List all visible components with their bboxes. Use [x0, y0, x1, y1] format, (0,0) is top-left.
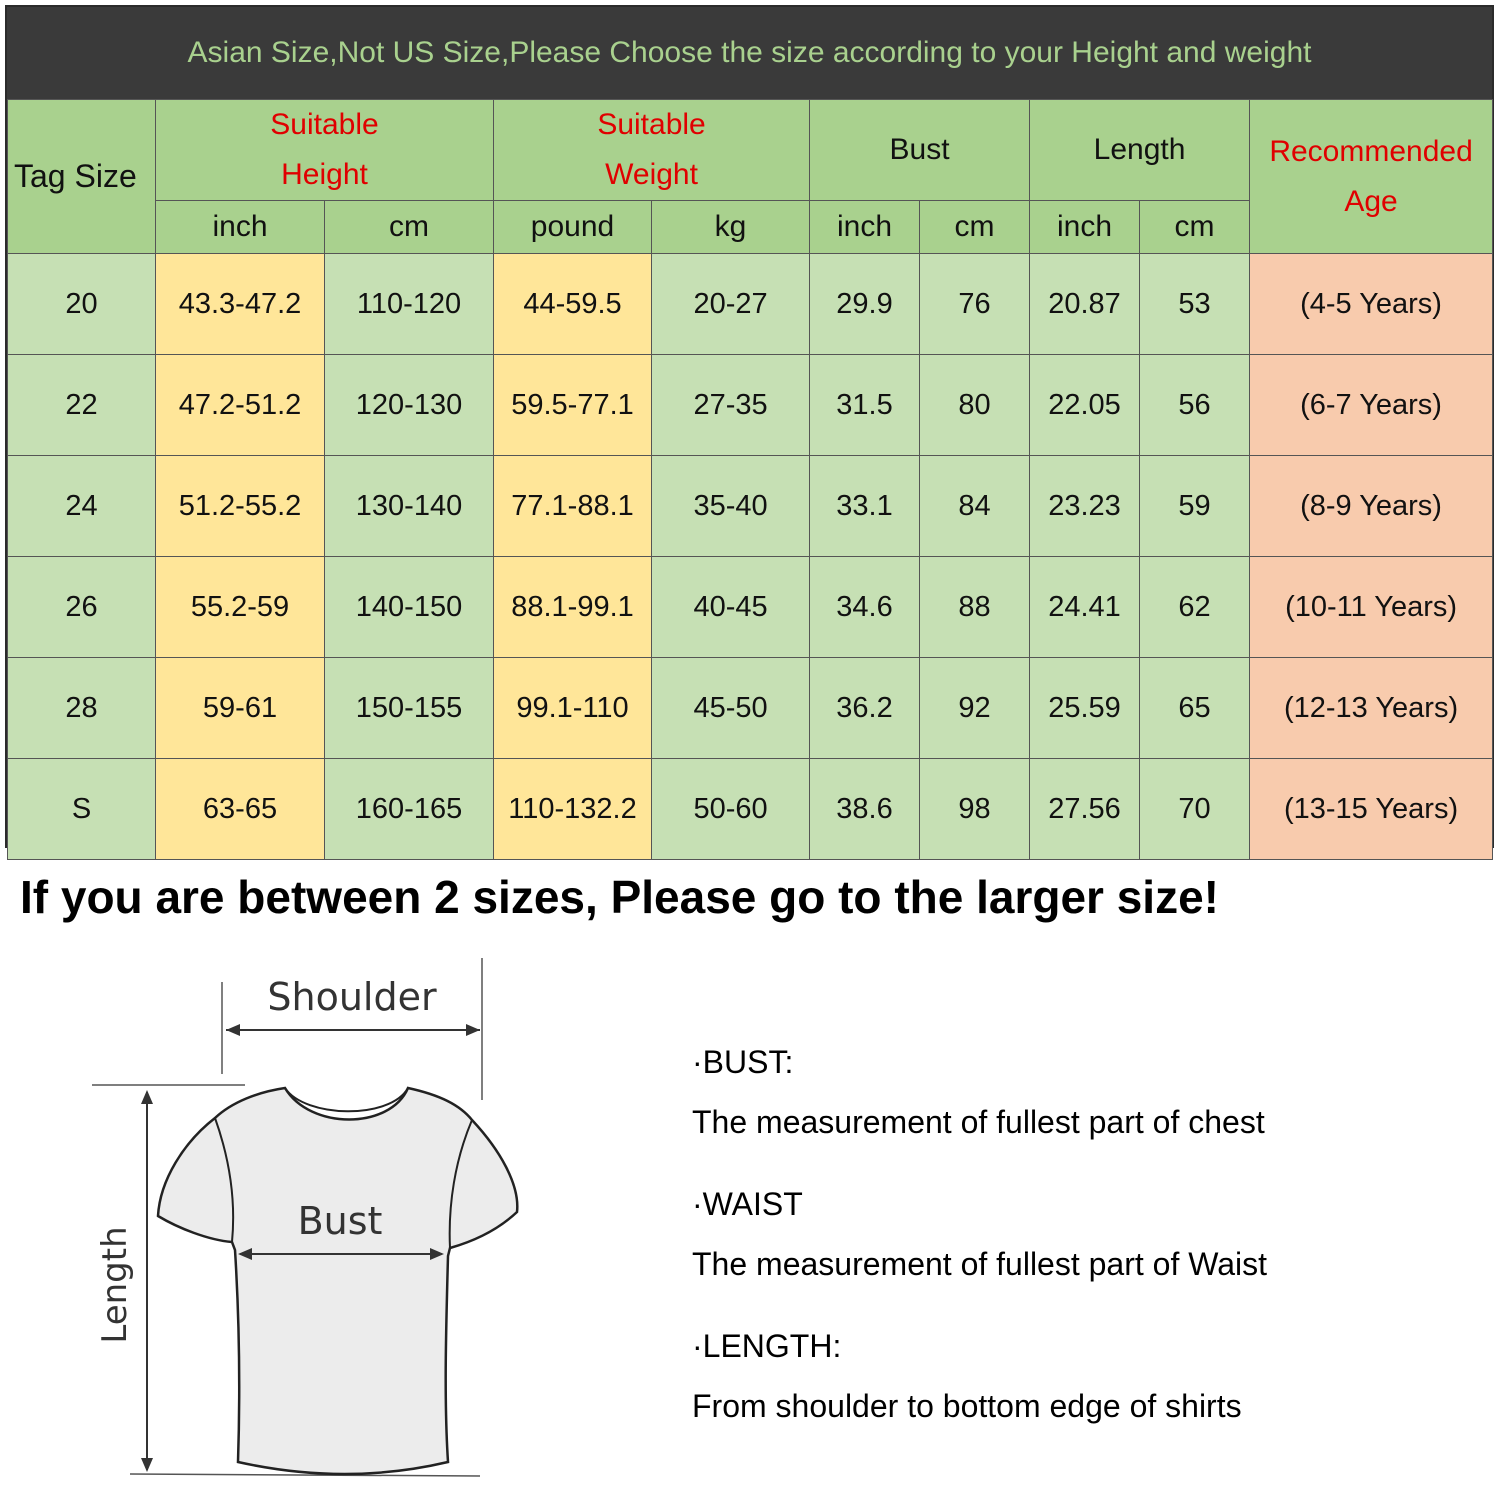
length-arrow-top-head — [141, 1090, 153, 1104]
definition-desc-waist: The measurement of fullest part of Waist — [692, 1246, 1268, 1282]
measurement-definitions — [692, 1040, 1482, 1466]
cell-weight-pound: 44-59.5 — [494, 254, 652, 355]
cell-weight-kg: 40-45 — [652, 557, 810, 658]
cell-height-cm: 130-140 — [325, 456, 494, 557]
cell-bust-cm: 92 — [920, 658, 1030, 759]
definition-term-bust: ·BUST: — [692, 1044, 794, 1080]
sizing-note: If you are between 2 sizes, Please go to the larger size! — [20, 871, 1219, 923]
cell-bust-cm: 76 — [920, 254, 1030, 355]
size-table — [7, 99, 1493, 860]
tshirt-diagram — [60, 950, 580, 1490]
cell-height-cm: 160-165 — [325, 759, 494, 860]
cell-length-cm: 65 — [1140, 658, 1250, 759]
definition-desc-bust: The measurement of fullest part of chest — [692, 1104, 1265, 1140]
cell-length-inch: 25.59 — [1030, 658, 1140, 759]
size-chart-banner: Asian Size,Not US Size,Please Choose the size according to your Height and weight — [7, 7, 1492, 99]
header-weight — [494, 100, 810, 201]
size-chart — [5, 5, 1494, 848]
unit-bust-inch: inch — [810, 201, 920, 254]
cell-weight-kg: 20-27 — [652, 254, 810, 355]
cell-age: (8-9 Years) — [1250, 456, 1493, 557]
cell-weight-pound: 59.5-77.1 — [494, 355, 652, 456]
unit-length-inch: inch — [1030, 201, 1140, 254]
cell-length-cm: 62 — [1140, 557, 1250, 658]
definition-desc-length: From shoulder to bottom edge of shirts — [692, 1388, 1242, 1424]
cell-weight-pound: 88.1-99.1 — [494, 557, 652, 658]
length-arrow-bottom-head — [141, 1458, 153, 1472]
cell-weight-kg: 35-40 — [652, 456, 810, 557]
cell-tag-size: S — [8, 759, 156, 860]
header-age — [1250, 100, 1493, 254]
cell-height-cm: 140-150 — [325, 557, 494, 658]
cell-tag-size: 24 — [8, 456, 156, 557]
table-row — [8, 759, 1493, 860]
definition-term-waist: ·WAIST — [692, 1186, 803, 1222]
table-row — [8, 254, 1493, 355]
table-row — [8, 456, 1493, 557]
table-row — [8, 658, 1493, 759]
table-row — [8, 355, 1493, 456]
cell-bust-inch: 29.9 — [810, 254, 920, 355]
cell-height-inch: 43.3-47.2 — [156, 254, 325, 355]
unit-bust-cm: cm — [920, 201, 1030, 254]
cell-tag-size: 28 — [8, 658, 156, 759]
cell-height-inch: 51.2-55.2 — [156, 456, 325, 557]
cell-length-cm: 53 — [1140, 254, 1250, 355]
cell-age: (6-7 Years) — [1250, 355, 1493, 456]
table-row — [8, 557, 1493, 658]
cell-bust-inch: 33.1 — [810, 456, 920, 557]
cell-height-inch: 59-61 — [156, 658, 325, 759]
cell-age: (12-13 Years) — [1250, 658, 1493, 759]
cell-tag-size: 22 — [8, 355, 156, 456]
cell-weight-pound: 99.1-110 — [494, 658, 652, 759]
cell-length-inch: 23.23 — [1030, 456, 1140, 557]
bust-label: Bust — [297, 1199, 383, 1243]
unit-length-cm: cm — [1140, 201, 1250, 254]
cell-bust-cm: 80 — [920, 355, 1030, 456]
cell-age: (4-5 Years) — [1250, 254, 1493, 355]
cell-bust-cm: 84 — [920, 456, 1030, 557]
shoulder-label: Shoulder — [267, 975, 437, 1019]
length-bottom-guide — [130, 1474, 480, 1476]
cell-length-inch: 22.05 — [1030, 355, 1140, 456]
cell-weight-pound: 77.1-88.1 — [494, 456, 652, 557]
cell-weight-kg: 45-50 — [652, 658, 810, 759]
cell-length-cm: 70 — [1140, 759, 1250, 860]
header-height — [156, 100, 494, 201]
header-age-label: Recommended Age — [1269, 134, 1473, 218]
unit-height-inch: inch — [156, 201, 325, 254]
cell-weight-kg: 50-60 — [652, 759, 810, 860]
unit-weight-kg: kg — [652, 201, 810, 254]
length-label: Length — [95, 1226, 135, 1344]
cell-length-inch: 27.56 — [1030, 759, 1140, 860]
cell-age: (10-11 Years) — [1250, 557, 1493, 658]
cell-bust-inch: 38.6 — [810, 759, 920, 860]
cell-bust-cm: 98 — [920, 759, 1030, 860]
cell-tag-size: 26 — [8, 557, 156, 658]
cell-bust-cm: 88 — [920, 557, 1030, 658]
header-length: Length — [1030, 100, 1250, 201]
header-height-label: Suitable Height — [270, 108, 379, 191]
cell-height-inch: 55.2-59 — [156, 557, 325, 658]
shoulder-arrow-right-head — [466, 1024, 480, 1036]
cell-weight-pound: 110-132.2 — [494, 759, 652, 860]
header-bust: Bust — [810, 100, 1030, 201]
cell-age: (13-15 Years) — [1250, 759, 1493, 860]
cell-height-cm: 150-155 — [325, 658, 494, 759]
cell-length-cm: 59 — [1140, 456, 1250, 557]
cell-height-inch: 47.2-51.2 — [156, 355, 325, 456]
cell-tag-size: 20 — [8, 254, 156, 355]
cell-height-inch: 63-65 — [156, 759, 325, 860]
cell-height-cm: 120-130 — [325, 355, 494, 456]
cell-length-cm: 56 — [1140, 355, 1250, 456]
cell-bust-inch: 31.5 — [810, 355, 920, 456]
header-weight-label: Suitable Weight — [597, 108, 706, 191]
cell-length-inch: 20.87 — [1030, 254, 1140, 355]
cell-height-cm: 110-120 — [325, 254, 494, 355]
shoulder-arrow-left-head — [226, 1024, 240, 1036]
cell-bust-inch: 34.6 — [810, 557, 920, 658]
header-tag-size: Tag Size — [8, 100, 156, 254]
cell-length-inch: 24.41 — [1030, 557, 1140, 658]
definition-term-length: ·LENGTH: — [692, 1328, 842, 1364]
unit-weight-pound: pound — [494, 201, 652, 254]
cell-bust-inch: 36.2 — [810, 658, 920, 759]
cell-weight-kg: 27-35 — [652, 355, 810, 456]
unit-height-cm: cm — [325, 201, 494, 254]
